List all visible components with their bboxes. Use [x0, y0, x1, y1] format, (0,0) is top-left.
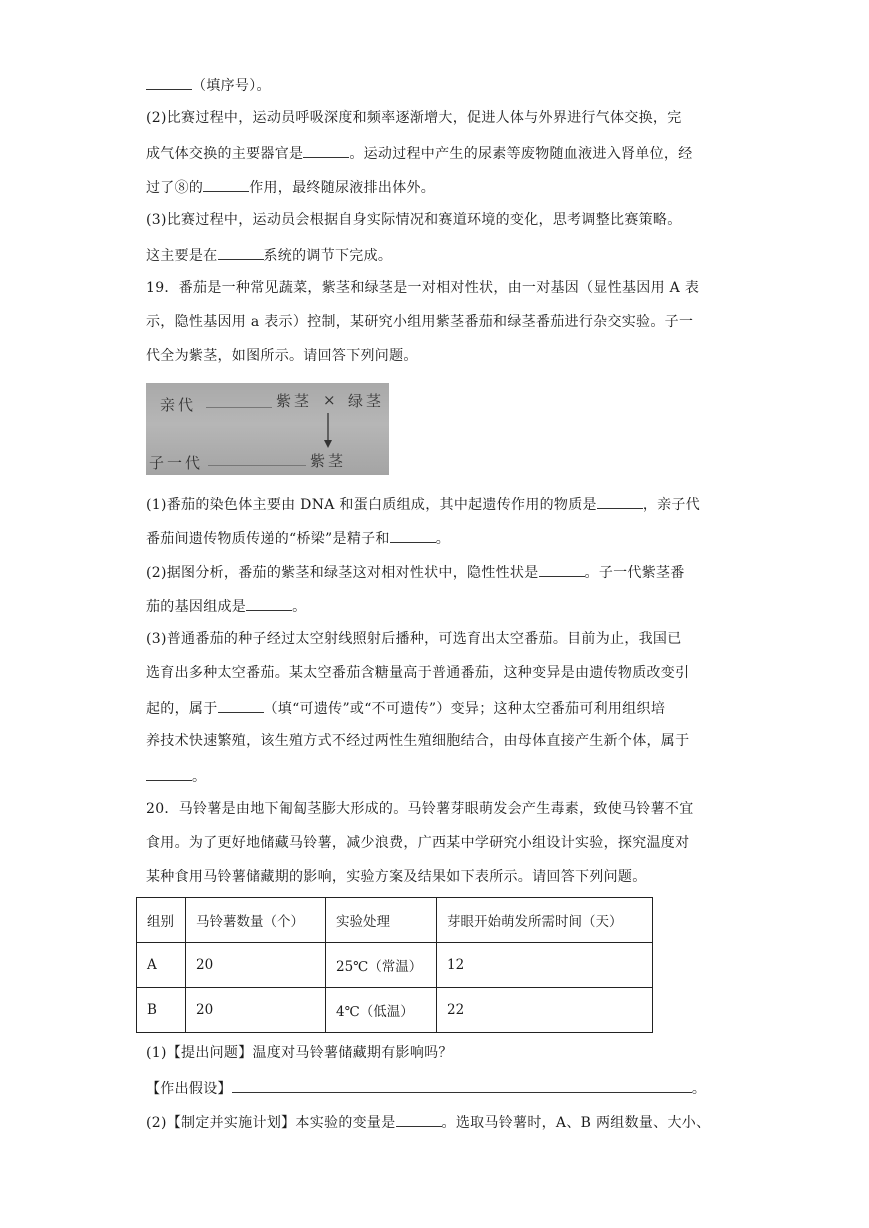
answer-blank[interactable] — [539, 561, 585, 577]
table-cell: 20 — [186, 943, 326, 988]
answer-blank[interactable] — [218, 244, 264, 260]
table-cell: 25℃（常温） — [326, 943, 437, 988]
q2-line-2: 成气体交换的主要器官是 。运动过程中产生的尿素等废物随血液进入肾单位，经 — [146, 142, 693, 164]
q20-line-2: 食用。为了更好地储藏马铃薯，减少浪费，广西某中学研究小组设计实验，探究温度对 — [146, 835, 690, 851]
q19-3-line-2: 选育出多种太空番茄。某太空番茄含糖量高于普通番茄，这种变异是由遗传物质改变引 — [146, 665, 690, 681]
table-cell: 12 — [437, 943, 653, 988]
child-label: 子一代 — [149, 454, 204, 472]
table-header-cell: 实验处理 — [326, 898, 437, 943]
q20-1-line: (1)【提出问题】温度对马铃薯储藏期有影响吗？ — [146, 1045, 453, 1061]
line-fill-order: （填序号）。 — [146, 74, 271, 96]
q19-3-line-5: 。 — [146, 765, 206, 787]
table-cell: 22 — [437, 988, 653, 1033]
hypothesis-answer-blank[interactable] — [232, 1077, 692, 1093]
q20-hypothesis-line: 【作出假设】 。 — [146, 1077, 706, 1099]
table-cell: A — [137, 943, 186, 988]
q19-3-line-1: (3)普通番茄的种子经过太空射线照射后播种，可选育出太空番茄。目前为止，我国已 — [146, 631, 682, 647]
q20-2-line: (2)【制定并实施计划】本实验的变量是 。选取马铃薯时，A、B 两组数量、大小、 — [146, 1111, 710, 1133]
q20-line-3: 某种食用马铃薯储藏期的影响，实验方案及结果如下表所示。请回答下列问题。 — [146, 869, 647, 885]
q3-line-1: (3)比赛过程中，运动员会根据自身实际情况和赛道环境的变化，思考调整比赛策略。 — [146, 212, 682, 228]
table-header-row — [137, 898, 653, 943]
answer-blank[interactable] — [303, 142, 349, 158]
q19-1-line-2: 番茄间遗传物质传递的“桥梁”是精子和 。 — [146, 527, 450, 549]
cross-right-trait: 绿茎 — [348, 392, 385, 410]
table-cell: B — [137, 988, 186, 1033]
table-row — [137, 943, 653, 988]
guide-line — [208, 465, 306, 466]
cross-diagram-photo — [146, 383, 389, 475]
answer-blank[interactable] — [146, 74, 192, 90]
q19-1-line-1: (1)番茄的染色体主要由 DNA 和蛋白质组成，其中起遗传作用的物质是 ，亲子代 — [146, 493, 700, 515]
table-cell: 20 — [186, 988, 326, 1033]
answer-blank[interactable] — [396, 1111, 442, 1127]
guide-line — [206, 407, 272, 408]
q19-line-1: 19．番茄是一种常见蔬菜，紫茎和绿茎是一对相对性状，由一对基因（显性基因用 A 表 — [146, 280, 700, 296]
cross-sign: × — [323, 391, 336, 409]
q19-3-line-3: 起的，属于 （填“可遗传”或“不可遗传”）变异；这种太空番茄可利用组织培 — [146, 697, 665, 719]
cross-left-trait: 紫茎 — [276, 392, 313, 410]
q3-line-2: 这主要是在 系统的调节下完成。 — [146, 244, 392, 266]
q19-3-line-4: 养技术快速繁殖，该生殖方式不经过两性生殖细胞结合，由母体直接产生新个体，属于 — [146, 733, 690, 749]
q19-2-line-2: 茄的基因组成是 。 — [146, 595, 306, 617]
table-header-cell: 马铃薯数量（个） — [186, 898, 326, 943]
q2-line-3: 过了⑧的 作用，最终随尿液排出体外。 — [146, 176, 435, 198]
answer-blank[interactable] — [203, 176, 249, 192]
answer-blank[interactable] — [146, 765, 192, 781]
parent-label: 亲代 — [160, 396, 197, 414]
table-cell: 4℃（低温） — [326, 988, 437, 1033]
q19-line-2: 示，隐性基因用 a 表示）控制，某研究小组用紫茎番茄和绿茎番茄进行杂交实验。子一 — [146, 314, 694, 330]
q2-line-1: (2)比赛过程中，运动员呼吸深度和频率逐渐增大，促进人体与外界进行气体交换，完 — [146, 110, 682, 126]
child-result-trait: 紫茎 — [310, 452, 347, 470]
table-row — [137, 988, 653, 1033]
experiment-table — [136, 897, 653, 1033]
down-arrow-icon — [322, 413, 334, 449]
q19-line-3: 代全为紫茎，如图所示。请回答下列问题。 — [146, 348, 418, 364]
answer-blank[interactable] — [246, 595, 292, 611]
answer-blank[interactable] — [597, 493, 643, 509]
answer-blank[interactable] — [390, 527, 436, 543]
answer-blank[interactable] — [218, 697, 264, 713]
table-header-cell: 组别 — [137, 898, 186, 943]
table-header-cell: 芽眼开始萌发所需时间（天） — [437, 898, 653, 943]
q19-2-line-1: (2)据图分析，番茄的紫茎和绿茎这对相对性状中，隐性性状是 。子一代紫茎番 — [146, 561, 685, 583]
q20-line-1: 20．马铃薯是由地下匍匐茎膨大形成的。马铃薯芽眼萌发会产生毒素，致使马铃薯不宜 — [146, 801, 694, 817]
